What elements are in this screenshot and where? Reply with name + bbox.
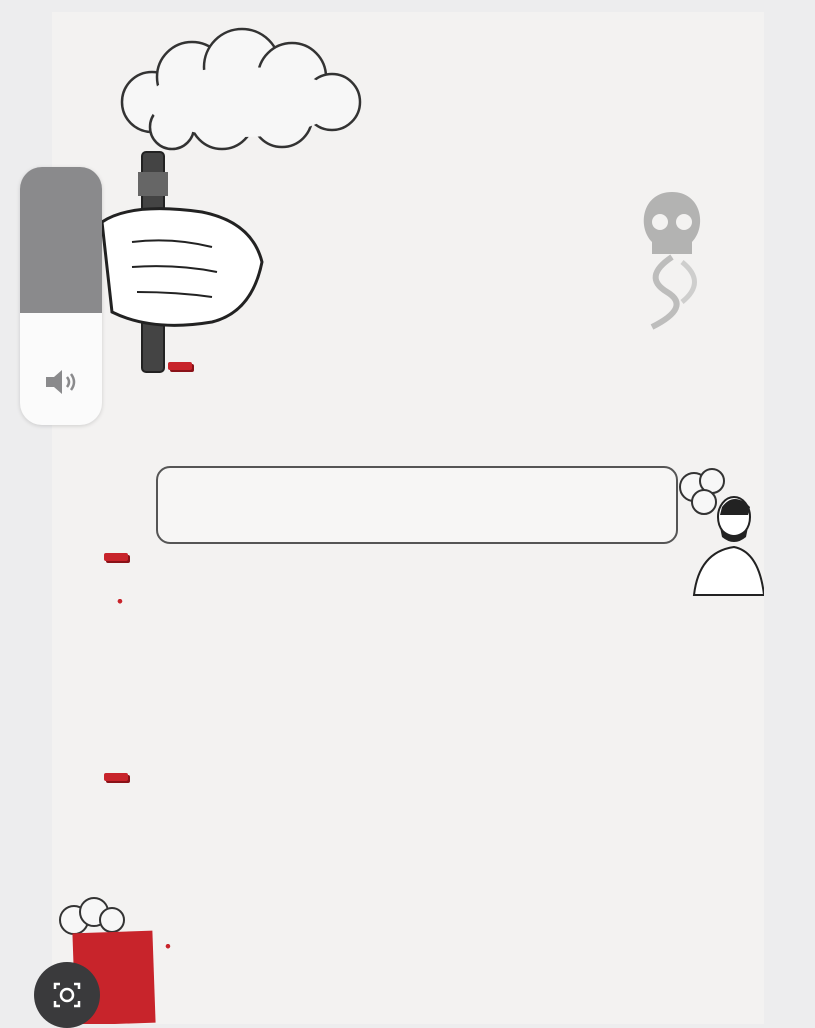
smoking-man-illustration: [674, 467, 764, 597]
speaker-icon: [42, 367, 82, 397]
poster: [52, 12, 764, 1024]
section-2-tag: [104, 553, 128, 561]
hand-vape-illustration: [92, 142, 272, 382]
section-1-tag: [168, 362, 192, 370]
skull-smoke-illustration: [612, 182, 732, 332]
visual-lookup-icon: [52, 980, 82, 1010]
badge-line-2: [73, 945, 153, 948]
penalty-box: [156, 466, 678, 544]
smoke-cloud-illustration: [92, 22, 382, 162]
visual-lookup-button[interactable]: [34, 962, 100, 1028]
volume-slider-empty-track: [20, 167, 102, 313]
badge-line-1: [73, 945, 153, 948]
volume-slider[interactable]: [20, 167, 102, 425]
section-3-tag: [104, 773, 128, 781]
